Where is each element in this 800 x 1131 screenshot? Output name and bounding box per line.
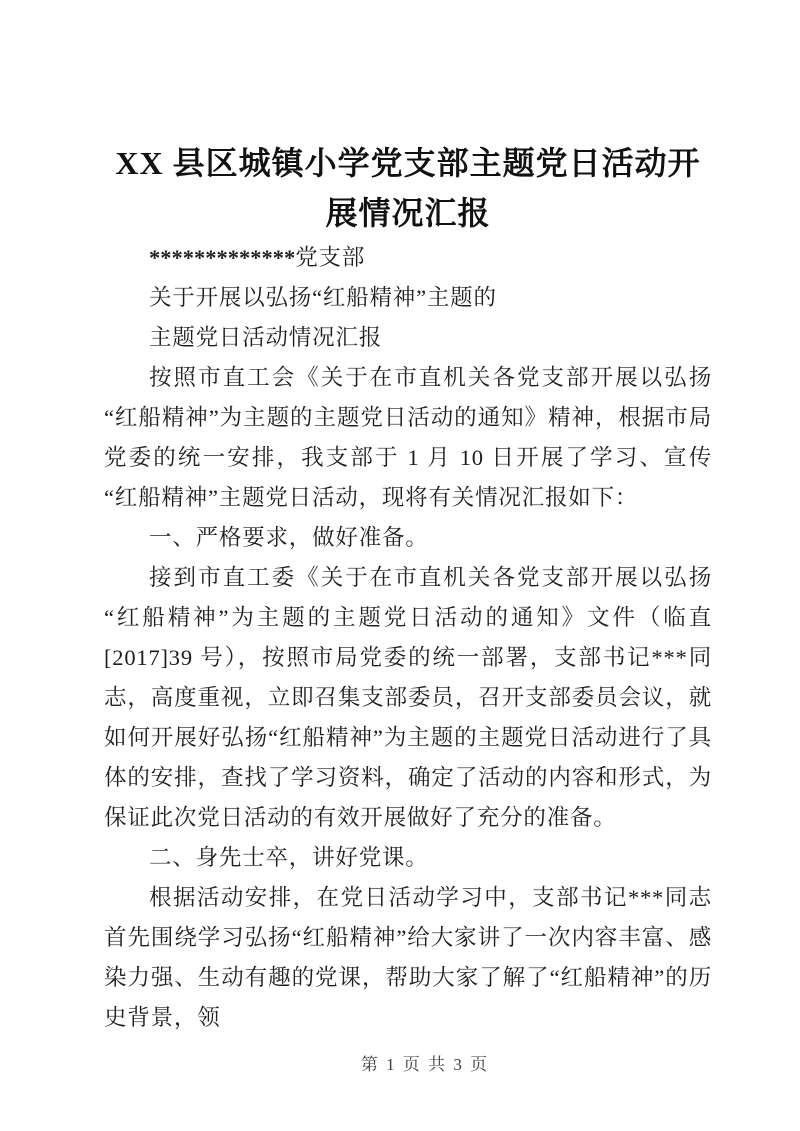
page-number-footer: 第 1 页 共 3 页: [360, 1055, 490, 1074]
subtitle-line-2: 主题党日活动情况汇报: [149, 325, 383, 350]
subtitle-line-1: 关于开展以弘扬“红船精神”主题的: [149, 285, 497, 310]
org-suffix: 党支部: [295, 245, 366, 270]
section-heading-1: 一、严格要求，做好准备。: [149, 525, 429, 550]
org-line: [104, 238, 712, 278]
org-stars-redaction: *************: [149, 245, 296, 270]
paragraph-section-2: 根据活动安排，在党日活动学习中，支部书记***同志首先围绕学习弘扬“红船精神”给大家讲了一次内容丰富、感染力强、生动有趣的党课，帮助大家了解了“红船精神”的历史背景，领: [104, 885, 712, 1030]
paragraph-section-1: 接到市直工委《关于在市直机关各党支部开展以弘扬“红船精神”为主题的主题党日活动的通知》文件（临直[2017]39 号），按照市局党委的统一部署，支部书记***同志，高度重视，立即召集支部委员，召开支部委员会议，就如何开展好弘扬“红船精神”为主题的主题党日活动进行了具体的安排，查找了学习资料，确定了活动的内容和形式，为保证此次党日活动的有效开展做好了充分的准备。: [104, 565, 712, 830]
section-heading-2: 二、身先士卒，讲好党课。: [149, 845, 429, 870]
document-title: XX 县区城镇小学党支部主题党日活动开展情况汇报: [115, 145, 701, 231]
paragraph-intro: 按照市直工会《关于在市直机关各党支部开展以弘扬“红船精神”为主题的主题党日活动的通知》精神，根据市局党委的统一安排，我支部于 1 月 10 日开展了学习、宣传“红船精神”主题党日活动，现将有关情况汇报如下：: [104, 365, 712, 510]
